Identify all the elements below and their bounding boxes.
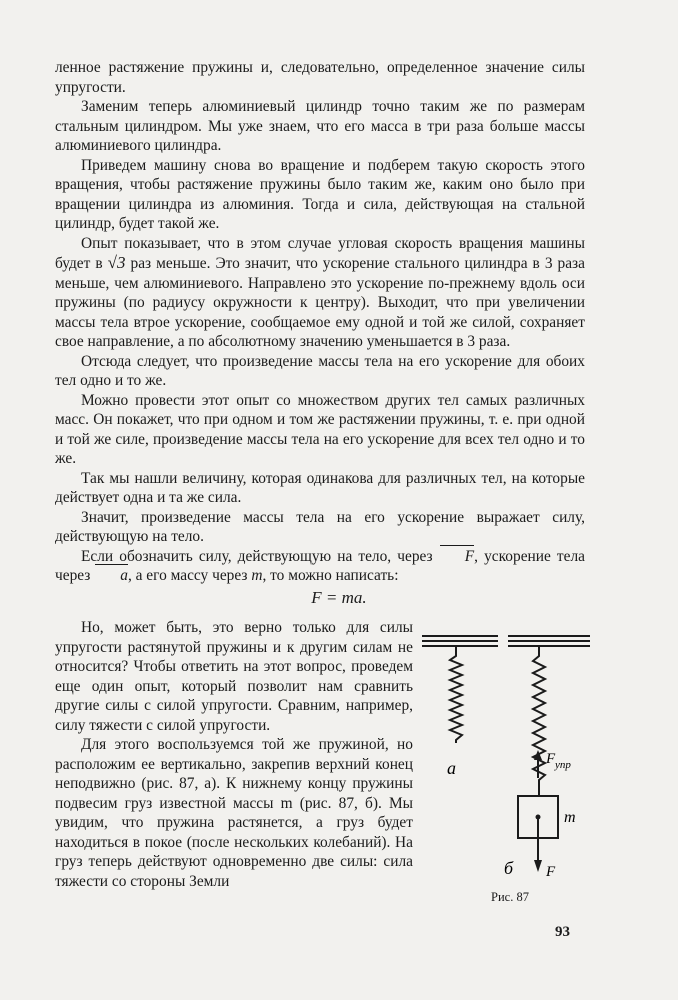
gravity-arrowhead: [534, 860, 542, 872]
label-gravity-force: F: [546, 864, 556, 880]
label-b: б: [504, 858, 514, 878]
spring-a: [450, 646, 462, 743]
figure-caption: Рис. 87: [491, 890, 529, 904]
paragraph-8-part-a: Если обозначить силу, действующую на тело, через: [81, 547, 433, 565]
symbol-mass: m: [251, 567, 263, 584]
spring-diagram: [420, 628, 600, 888]
paragraph-7: Значит, произведение массы тела на его ускорение выражает силу, действующую на тело.: [55, 508, 585, 545]
paragraph-8: [55, 547, 585, 586]
paragraph-3-start: Опыт показывает, что в этом случае угловая скорость вращения машины будет в: [55, 234, 585, 272]
label-elastic-force: F: [546, 751, 556, 767]
paragraph-5: Можно провести этот опыт со множеством других тел самых различных масс. Он покажет, что при одном и том же растяжении пружины, т. е. при одной и той же силе, произведение массы тела на его ускорение для всех тел одно и то же.: [55, 391, 585, 467]
column-text: [55, 618, 413, 891]
symbol-acceleration: a: [94, 566, 128, 586]
paragraph-4: Отсюда следует, что произведение массы тела на его ускорение для обоих тел одно и то же.: [55, 352, 585, 389]
label-elastic-force-sub: упр: [555, 759, 571, 771]
paragraph-1: Заменим теперь алюминиевый цилиндр точно таким же по размерам стальным цилиндром. Мы уже знаем, что его масса в три раза больше массы алюминиевого цилиндра.: [55, 98, 585, 154]
ceiling-right: [508, 636, 590, 646]
paragraph-2: Приведем машину снова во вращение и подберем такую скорость этого вращения, чтобы растяжение пружины было таким же, каким оно было при вращении цилиндра из алюминия. Тогда и сила, действующая на стальной цилиндр, будет такой же.: [55, 156, 585, 232]
symbol-force: F: [439, 547, 474, 567]
paragraph-8-part-b: , ускорение тела через: [55, 547, 586, 584]
paragraph-8-part-d: , то можно написать:: [262, 567, 399, 584]
paragraph-8-part-c: , а его массу через: [127, 567, 248, 584]
paragraph-3: [55, 234, 585, 352]
sqrt-3: √3: [107, 253, 126, 272]
paragraph-9: Но, может быть, это верно только для силы упругости растянутой пружины и к другим силам не относится? Чтобы ответить на этот вопрос, проведем еще один опыт, который позволит нам сравнить другие силы с силой упругости. Сравним, например, силу тяжести с силой упругости.: [55, 619, 413, 734]
paragraph-0: ленное растяжение пружины и, следовательно, определенное значение силы упругости.: [55, 59, 585, 96]
paragraph-10: Для этого воспользуемся той же пружиной, но расположим ее вертикально, закрепив верхний конец неподвижно (рис. 87, а). К нижнему концу пружины подвесим груз известной массы m (рис. 87, б). Мы увидим, что пружина растянется, а груз будет находиться в покое (после нескольких колебаний). На груз теперь действуют одновременно две силы: сила тяжести со стороны Земли: [55, 736, 413, 890]
ceiling-left: [422, 636, 498, 646]
label-a: а: [447, 758, 456, 778]
paragraph-6: Так мы нашли величину, которая одинакова для различных тел, на которые действует одна и та же сила.: [55, 469, 585, 506]
figure-87: [420, 628, 600, 918]
label-mass: m: [564, 809, 576, 826]
page-number: 93: [555, 924, 570, 940]
formula-newton: F = ma.: [311, 588, 367, 607]
main-text: [55, 58, 585, 586]
paragraph-3-end: раз меньше. Это значит, что ускорение стального цилиндра в 3 раза меньше, чем алюминиевого. Направлено это ускорение по-прежнему вдоль оси пружины (по радиусу окружности к центру). Выходит, что при увеличении массы тела втрое ускорение, сообщаемое ему одной и той же силой, сохраняет свое направление, а по абсолютному значению уменьшается в 3 раза.: [55, 255, 585, 350]
